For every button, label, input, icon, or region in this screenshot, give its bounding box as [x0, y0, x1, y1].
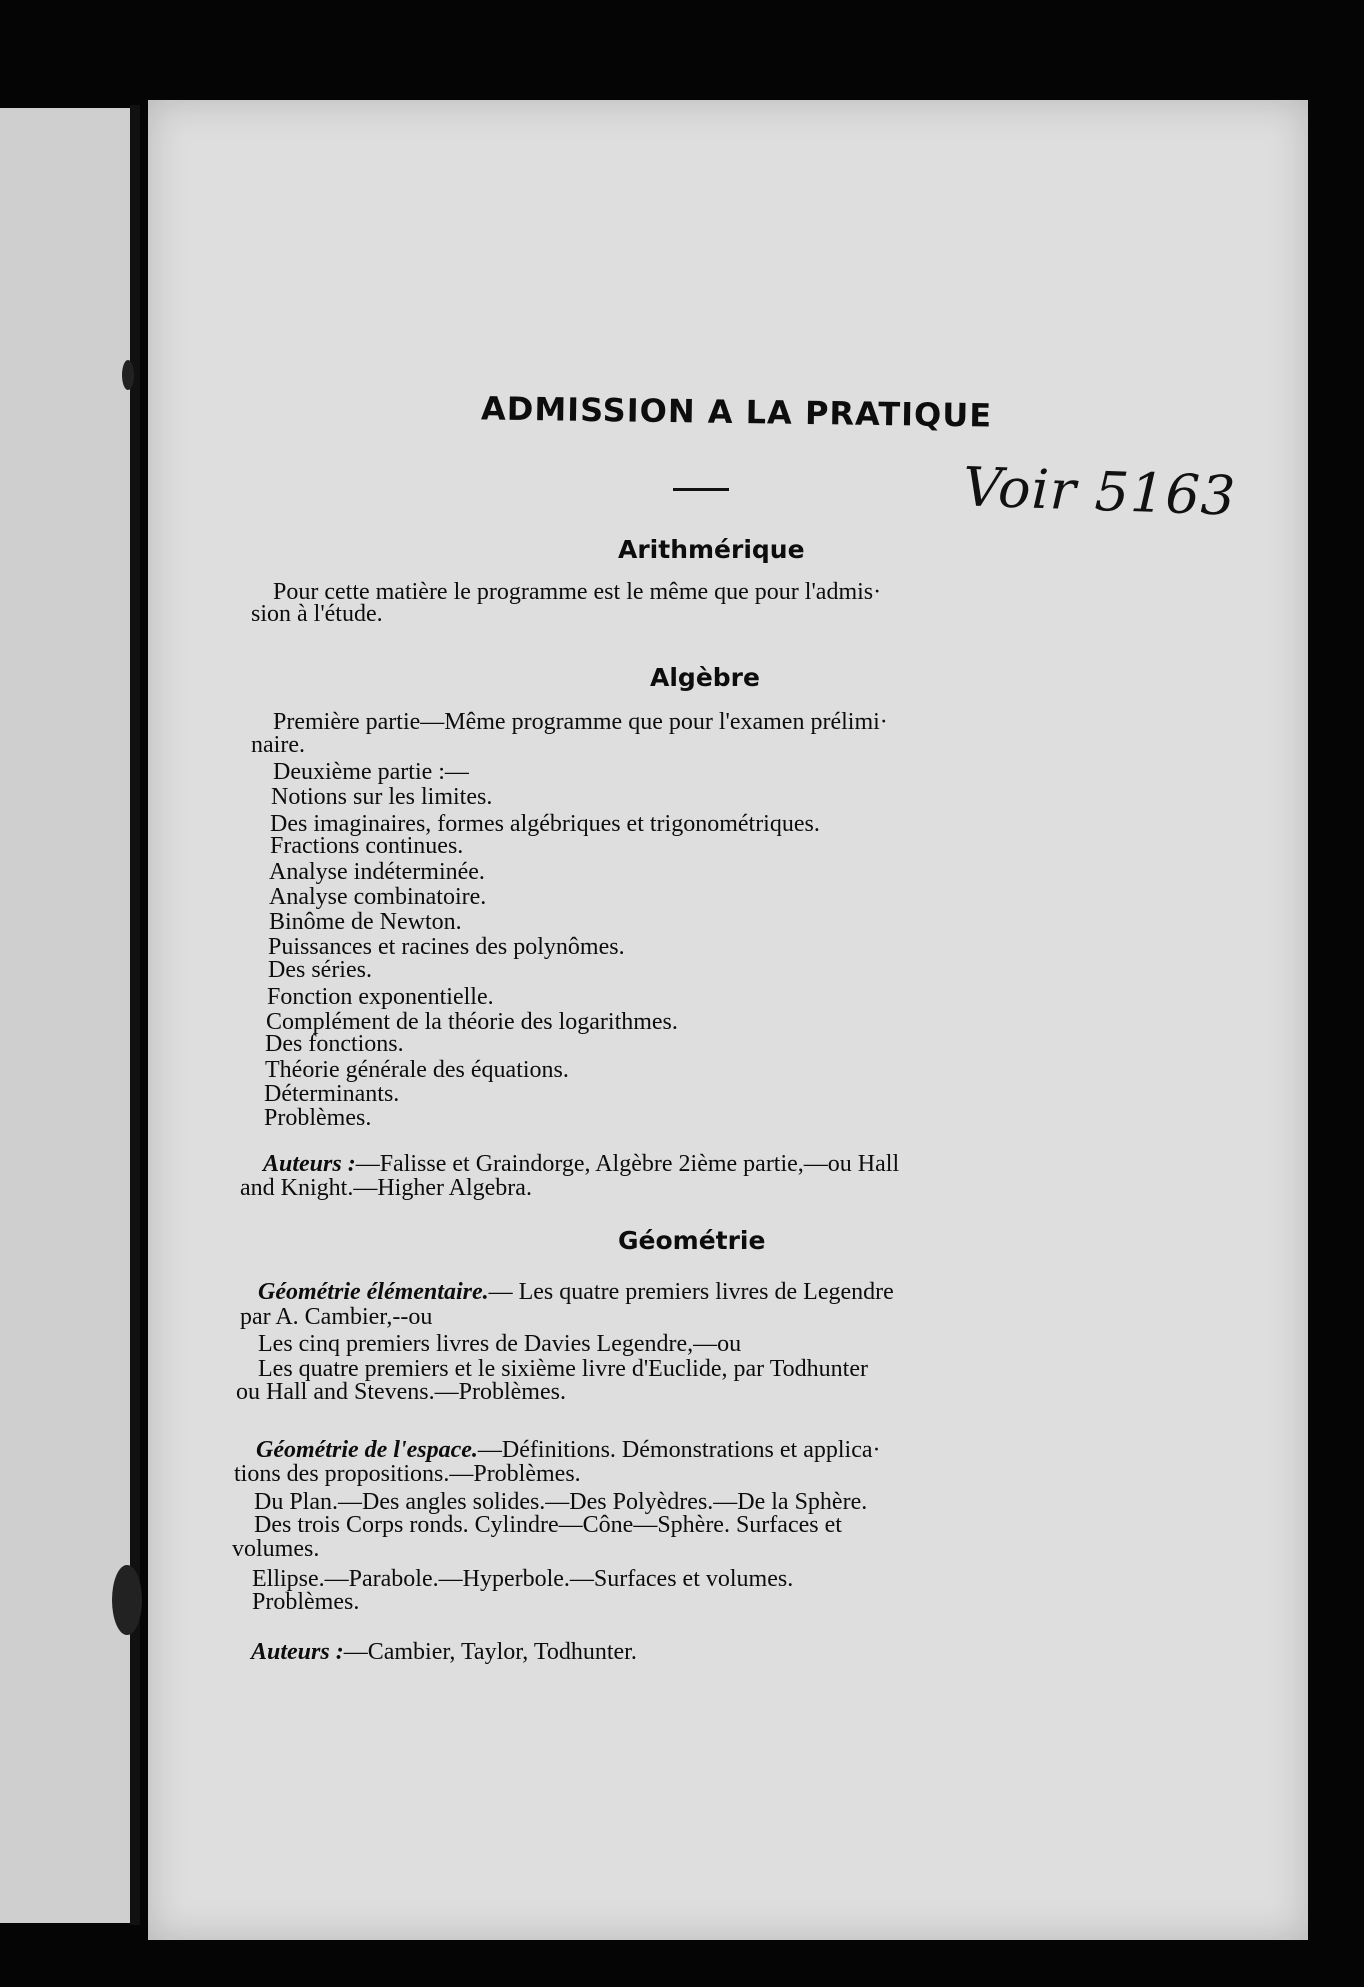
algebre-line: Deuxième partie :—: [273, 759, 469, 785]
auteurs-text: —Falisse et Graindorge, Algèbre 2ième partie,—ou Hall: [355, 1151, 900, 1177]
heading-arithmetique: Arithmérique: [618, 535, 805, 564]
algebre-line: Première partie—Même programme que pour l'examen prélimi·: [273, 709, 888, 735]
algebre-line: Fractions continues.: [270, 833, 464, 859]
algebre-line: Fonction exponentielle.: [267, 984, 494, 1010]
binding-mark: [112, 1565, 142, 1635]
algebre-line: naire.: [251, 732, 305, 758]
algebre-line: Déterminants.: [264, 1081, 400, 1107]
algebre-line: Des séries.: [268, 957, 372, 983]
algebre-line: Complément de la théorie des logarithmes.: [266, 1009, 678, 1035]
document-page: [148, 100, 1308, 1940]
algebre-line: Analyse indéterminée.: [269, 859, 485, 885]
auteurs-label: Auteurs :: [263, 1151, 356, 1177]
algebre-line: Des imaginaires, formes algébriques et trigonométriques.: [270, 811, 820, 837]
algebre-line: Analyse combinatoire.: [269, 884, 487, 910]
auteurs-label: Auteurs :: [251, 1639, 344, 1665]
geometrie-line: tions des propositions.—Problèmes.: [234, 1461, 581, 1487]
geometrie-line: Ellipse.—Parabole.—Hyperbole.—Surfaces et volumes.: [252, 1566, 794, 1592]
algebre-line: Notions sur les limites.: [271, 784, 493, 810]
title-rule: [673, 488, 729, 491]
algebre-line: Puissances et racines des polynômes.: [268, 934, 625, 960]
geometrie-auteurs: [251, 1640, 637, 1665]
handwritten-note: Voir 5163: [961, 455, 1238, 528]
geometrie-line: volumes.: [232, 1536, 320, 1562]
elementaire-text: — Les quatre premiers livres de Legendre: [488, 1279, 894, 1305]
geometrie-line: Du Plan.—Des angles solides.—Des Polyèdres.—De la Sphère.: [254, 1489, 868, 1515]
algebre-line: Théorie générale des équations.: [265, 1057, 569, 1083]
geometrie-elementaire: [258, 1280, 894, 1305]
geometrie-line: par A. Cambier,--ou: [240, 1304, 433, 1330]
geometrie-line: ou Hall and Stevens.—Problèmes.: [236, 1379, 566, 1405]
algebre-auteurs: [263, 1152, 899, 1177]
left-facing-page: [0, 108, 140, 1923]
binding-mark: [122, 360, 134, 390]
auteurs-text: —Cambier, Taylor, Todhunter.: [343, 1639, 637, 1665]
heading-geometrie: Géométrie: [618, 1226, 766, 1255]
geometrie-line: Les cinq premiers livres de Davies Legendre,—ou: [258, 1331, 742, 1357]
algebre-line: Des fonctions.: [265, 1031, 404, 1057]
heading-algebre: Algèbre: [650, 663, 760, 692]
algebre-line: Binôme de Newton.: [269, 909, 462, 935]
geometrie-line: Problèmes.: [252, 1589, 360, 1615]
elementaire-label: Géométrie élémentaire.: [258, 1279, 489, 1305]
page-title: ADMISSION A LA PRATIQUE: [480, 389, 993, 435]
geometrie-line: Les quatre premiers et le sixième livre d'Euclide, par Todhunter: [258, 1356, 868, 1382]
arith-line: sion à l'étude.: [251, 601, 383, 627]
geometrie-espace: [256, 1438, 881, 1463]
arith-line: Pour cette matière le programme est le même que pour l'admis·: [273, 579, 882, 605]
geometrie-line: Des trois Corps ronds. Cylindre—Cône—Sphère. Surfaces et: [254, 1512, 842, 1538]
espace-label: Géométrie de l'espace.: [256, 1437, 478, 1463]
algebre-line: Problèmes.: [264, 1105, 372, 1131]
algebre-auteurs-cont: and Knight.—Higher Algebra.: [240, 1175, 532, 1201]
espace-text: —Définitions. Démonstrations et applica·: [477, 1437, 881, 1463]
